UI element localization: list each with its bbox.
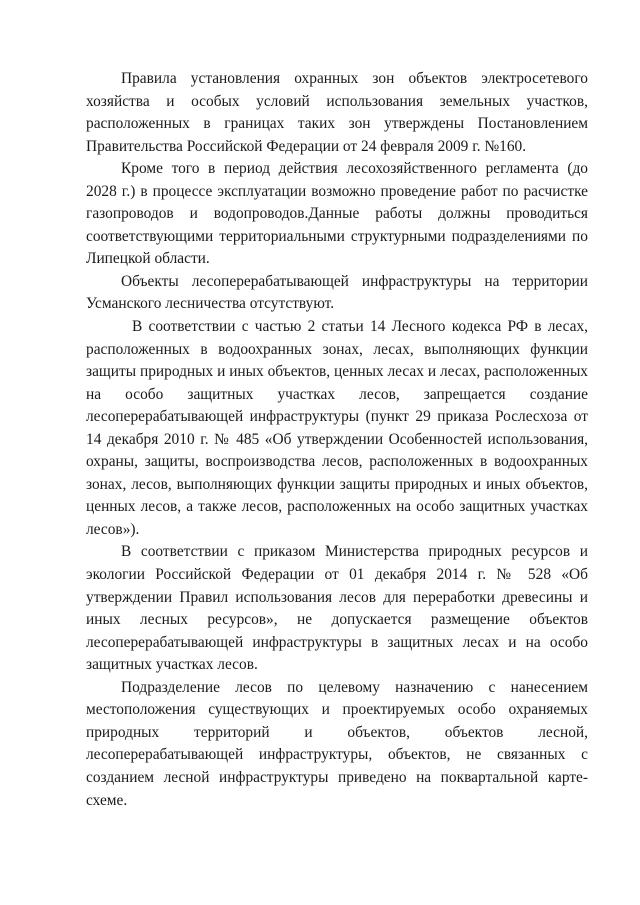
document-body [86, 68, 588, 812]
paragraph-forest-map: Подразделение лесов по целевому назначению с нанесением местоположения существующих и проектируемых особо охраняемых природных территорий и объектов, объектов лесной, лесоперерабатывающей инфраструктуры, объектов, не связанных с созданием лесной инфраструктуры приведено на поквартальной карте-схеме. [86, 678, 588, 809]
paragraph-forest-code: В соответствии с частью 2 статьи 14 Лесного кодекса РФ в лесах, расположенных в водоохранных зонах, лесах, выполняющих функции защиты природных и иных объектов, ценных лесах и лесах, расположенных на особо защитных участках лесов, запрещается создание лесоперерабатывающей инфраструктуры (пункт 29 приказа Рослесхоза от 14 декабря 2010 г. № 485 «Об утверждении Особенностей использования, охраны, защиты, воспроизводства лесов, расположенных в водоохранных зонах, лесов, выполняющих функции защиты природных и иных объектов, ценных лесов, а также лесов, расположенных на особо защитных участках лесов»). [86, 318, 588, 538]
paragraph-ministry-order: В соответствии с приказом Министерства природных ресурсов и экологии Российской Федерации от 01 декабря 2014 г. № 528 «Об утверждении Правил использования лесов для переработки древесины и иных лесных ресурсов», не допускается размещение объектов лесоперерабатывающей инфраструктуры в защитных лесах и на особо защитных участках лесов. [86, 543, 588, 674]
paragraph-pipeline-clearing: Кроме того в период действия лесохозяйственного регламента (до 2028 г.) в процессе эксплуатации возможно проведение работ по расчистке газопроводов и водопроводов.Данные работы должны проводиться соответствующими территориальными структурными подразделениями по Липецкой области. [86, 160, 588, 268]
paragraph-protection-zones: Правила установления охранных зон объектов электросетевого хозяйства и особых условий использования земельных участков, расположенных в границах таких зон утверждены Постановлением Правительства Российской Федерации от 24 февраля 2009 г. №160. [86, 70, 588, 155]
paragraph-infrastructure-absent: Объекты лесоперерабатывающей инфраструктуры на территории Усманского лесничества отсутствуют. [86, 272, 588, 313]
